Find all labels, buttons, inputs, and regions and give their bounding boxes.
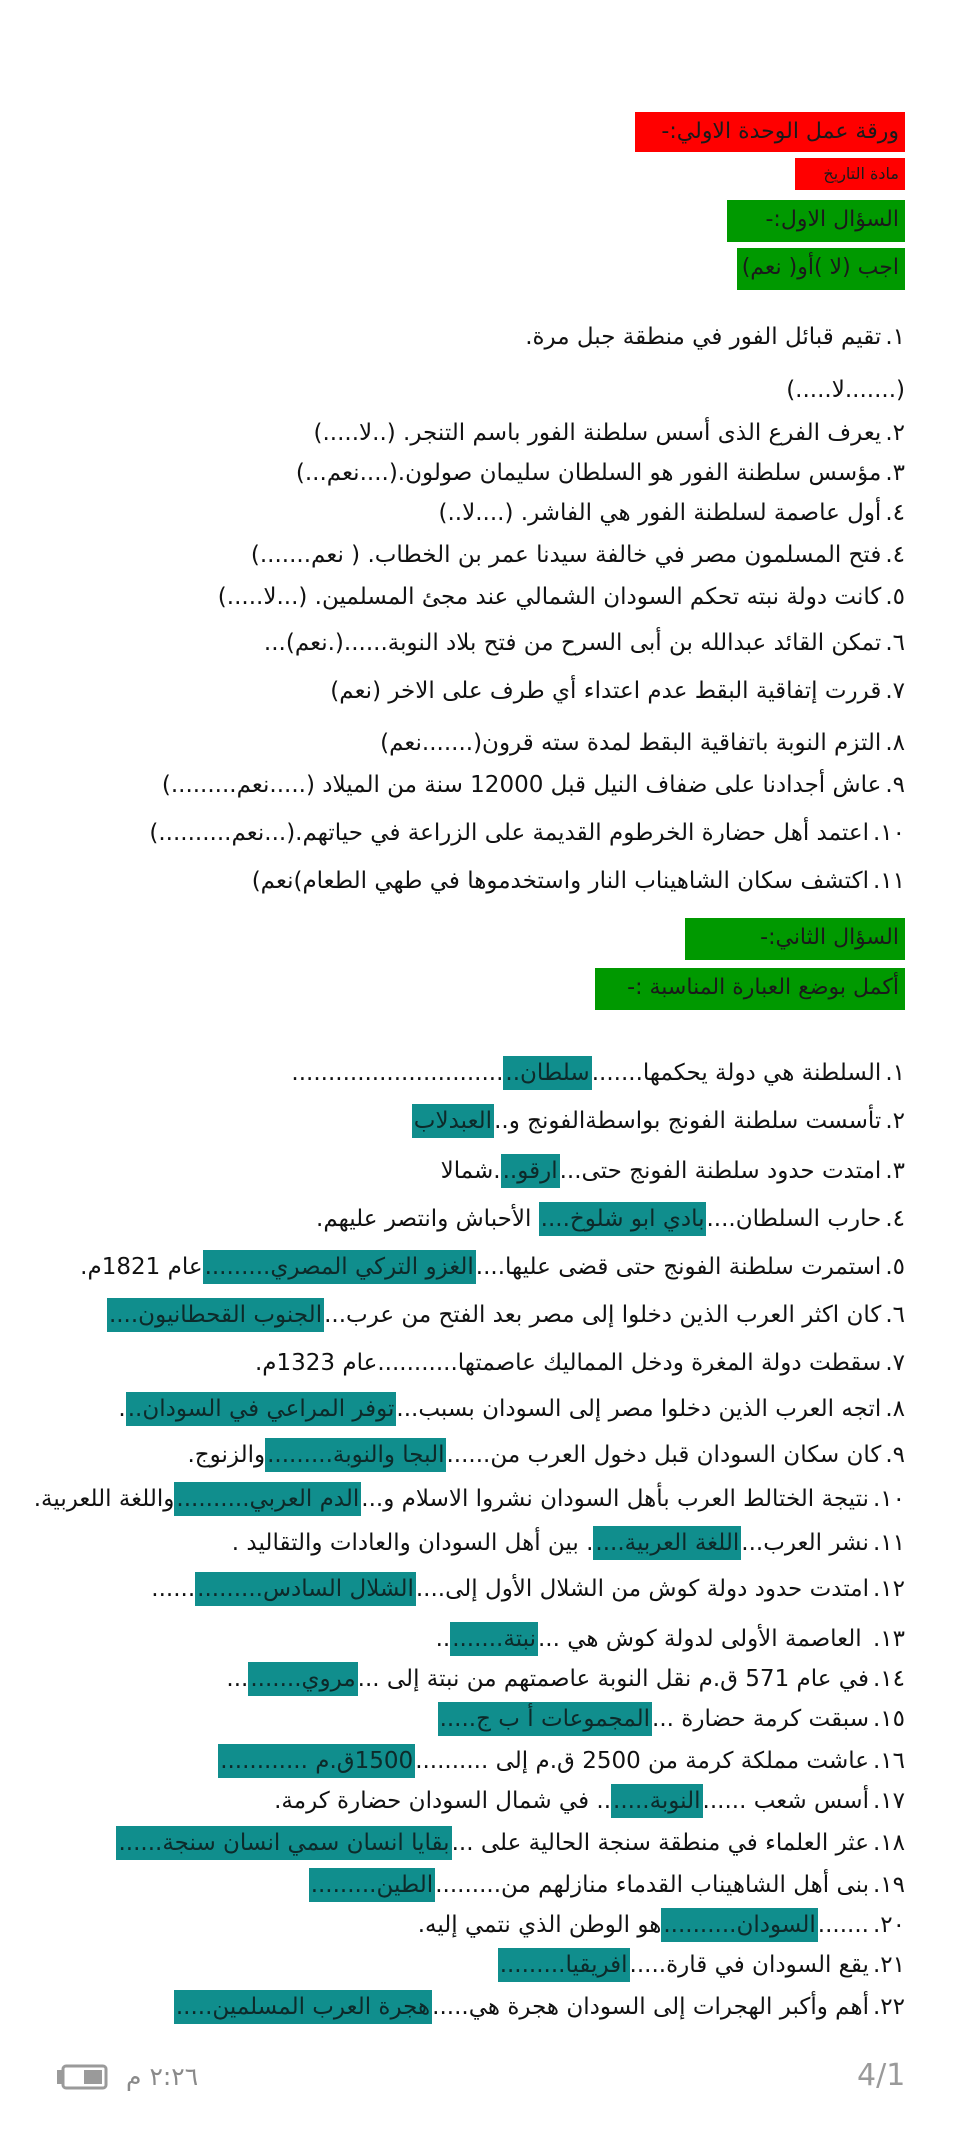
q1-item-text: قررت إتفاقية البقط عدم اعتداء أي طرف على الاخر (نعم) xyxy=(330,678,882,704)
q1-item xyxy=(25,676,905,706)
q2-item xyxy=(25,1950,905,1980)
q2-item-text-before: كان اكثر العرب الذين دخلوا إلى مصر بعد الفتح من عرب... xyxy=(324,1302,882,1328)
q2-item-number: ٦. xyxy=(885,1302,905,1328)
question-2-title: السؤال الثاني:- xyxy=(685,918,905,960)
q2-item-number: ٧. xyxy=(885,1350,905,1376)
q2-item-text-before: نتيجة الختالط العرب بأهل السودان نشروا الاسلام و... xyxy=(361,1486,869,1512)
q1-item-text: عاش أجدادنا على ضفاف النيل قبل 12000 سنة من الميلاد (.....نعم.........) xyxy=(161,772,882,798)
q1-item xyxy=(25,498,905,528)
q2-item-number: ١٢. xyxy=(872,1576,905,1602)
q2-item-answer: الطين......... xyxy=(309,1868,436,1902)
q2-item-text-before: في عام 571 ق.م نقل النوبة عاصمتهم من نبتة إلى ... xyxy=(357,1666,869,1692)
q1-item xyxy=(25,322,905,352)
q2-item xyxy=(25,1910,905,1940)
q2-item xyxy=(25,1106,905,1136)
q1-item xyxy=(25,818,905,848)
q2-item-number: ١٠. xyxy=(872,1486,905,1512)
q2-item xyxy=(25,1870,905,1900)
q2-item-text-after: واللغة اللعربية. xyxy=(33,1486,175,1512)
q1-item-number: ٩. xyxy=(885,772,905,798)
q2-item xyxy=(25,1058,905,1088)
q2-item-text-before: امتدت حدود دولة كوش من الشلال الأول إلى.... xyxy=(415,1576,869,1602)
q1-item-text: اعتمد أهل حضارة الخرطوم القديمة على الزراعة في حياتهم.(...نعم..........) xyxy=(149,820,869,846)
q2-item xyxy=(25,1204,905,1234)
q2-item-number: ١. xyxy=(885,1060,905,1086)
q2-item-text-before: أهم وأكبر الهجرات إلى السودان هجرة هي..... xyxy=(432,1994,869,2020)
q2-item xyxy=(25,1156,905,1186)
q2-item xyxy=(25,1394,905,1424)
q1-item xyxy=(25,375,905,405)
q2-item-answer: مروي....... xyxy=(248,1662,357,1696)
q2-item-text-before: اتجه العرب الذين دخلوا مصر إلى السودان بسبب... xyxy=(396,1396,882,1422)
q2-item xyxy=(25,1746,905,1776)
q1-item-text: التزم النوبة باتفاقية البقط لمدة سته قرون(.......نعم) xyxy=(380,730,882,756)
q1-item-text: تمكن القائد عبدالله بن أبى السرح من فتح بلاد النوبة......(.نعم)... xyxy=(263,630,882,656)
q1-item xyxy=(25,458,905,488)
q1-item-text: كانت دولة نبته تحكم السودان الشمالي عند مجئ المسلمين. (...لا.....) xyxy=(217,584,882,610)
q2-item xyxy=(25,1624,905,1654)
q2-item-number: ١٥. xyxy=(872,1706,905,1732)
q2-item-number: ١٤. xyxy=(872,1666,905,1692)
q1-item-text: فتح المسلمون مصر في خالفة سيدنا عمر بن الخطاب. ( نعم.......) xyxy=(250,542,882,568)
q2-item-number: ١٦. xyxy=(872,1748,905,1774)
battery-icon xyxy=(56,2064,108,2090)
q2-item-answer: بادي ابو شلوخ.... xyxy=(539,1202,707,1236)
q2-item xyxy=(25,1484,905,1514)
q1-item-number: ١. xyxy=(885,324,905,350)
q2-item-number: ٢. xyxy=(885,1108,905,1134)
q2-item-text-after: . بين أهل السودان والعادات والتقاليد . xyxy=(231,1530,594,1556)
q1-item-number: ٢. xyxy=(885,420,905,446)
q2-item-number: ٩. xyxy=(885,1442,905,1468)
q2-item-number: ١١. xyxy=(872,1530,905,1556)
q1-item xyxy=(25,418,905,448)
q2-item-number: ١٩. xyxy=(872,1872,905,1898)
q2-item-number: ٣. xyxy=(885,1158,905,1184)
q2-item-text-before: استمرت سلطنة الفونج حتى قضى عليها.... xyxy=(475,1254,882,1280)
q1-item xyxy=(25,628,905,658)
q1-item xyxy=(25,728,905,758)
q2-item xyxy=(25,1440,905,1470)
q2-item-answer: الغزو التركي المصري......... xyxy=(203,1250,476,1284)
q1-item-number: ٤. xyxy=(885,500,905,526)
page-indicator: 4/1 xyxy=(857,2058,906,2093)
q2-item-text-before: عثر العلماء في منطقة سنجة الحالية على ... xyxy=(451,1830,869,1856)
q2-item xyxy=(25,1704,905,1734)
question-1-instruction: اجب (لا )أو( نعم) xyxy=(737,248,905,290)
q1-item-number: ٤. xyxy=(885,542,905,568)
q2-item xyxy=(25,1786,905,1816)
q1-item-text: (.......لا.....) xyxy=(786,377,905,403)
q2-item xyxy=(25,1300,905,1330)
q1-item-number: ٣. xyxy=(885,460,905,486)
q2-item-number: ١٣. xyxy=(872,1626,905,1652)
q1-item-number: ٨. xyxy=(885,730,905,756)
q2-item-text-after: الأحباش وانتصر عليهم. xyxy=(316,1206,539,1232)
q2-item-text-after: .شمالا xyxy=(440,1158,501,1184)
q2-item-number: ١٧. xyxy=(872,1788,905,1814)
q2-item-text-before: السلطنة هي دولة يحكمها....... xyxy=(591,1060,882,1086)
q2-item xyxy=(25,1664,905,1694)
q2-item-number: ٤. xyxy=(885,1206,905,1232)
q2-item-answer: بقايا انسان سمي انسان سنجة...... xyxy=(116,1826,451,1860)
q2-item-text-before: يقع السودان في قارة..... xyxy=(629,1952,869,1978)
q2-item-answer: الجنوب القحطانيون.... xyxy=(107,1298,324,1332)
q2-item-answer: العبدلاب xyxy=(412,1104,494,1138)
q2-item-text-before: سبقت كرمة حضارة ... xyxy=(652,1706,869,1732)
q2-item-answer: اللغة العربية.... xyxy=(593,1526,741,1560)
q2-item-text-before: بنى أهل الشاهيناب القدماء منازلهم من......... xyxy=(435,1872,869,1898)
q2-item-text-after: .. في شمال السودان حضارة كرمة. xyxy=(274,1788,612,1814)
q2-item xyxy=(25,1348,905,1378)
q2-item-text-after: ..عام 1323م. xyxy=(254,1350,392,1376)
q1-item-text: مؤسس سلطنة الفور هو السلطان سليمان صولون.(....نعم...) xyxy=(295,460,882,486)
q1-item xyxy=(25,582,905,612)
q2-item-number: ٢٠. xyxy=(872,1912,905,1938)
q2-item-number: ٥. xyxy=(885,1254,905,1280)
worksheet-title: ورقة عمل الوحدة الاولي:- xyxy=(635,112,905,152)
q1-item xyxy=(25,866,905,896)
q2-item-text-before: امتدت حدود سلطنة الفونج حتى... xyxy=(559,1158,882,1184)
question-1-title: السؤال الاول:- xyxy=(727,200,905,242)
q2-item-answer: البجا والنوبة......... xyxy=(265,1438,446,1472)
q2-item-answer: 1500ق.م ............ xyxy=(218,1744,415,1778)
q2-item-answer: المجموعات أ ب ج..... xyxy=(438,1702,652,1736)
q1-item-number: ٥. xyxy=(885,584,905,610)
q2-item-text-before: العاصمة الأولى لدولة كوش هي ... xyxy=(537,1626,869,1652)
q2-item-text-before: كان سكان السودان قبل دخول العرب من...... xyxy=(446,1442,882,1468)
q1-item-text: تقيم قبائل الفور في منطقة جبل مرة. xyxy=(525,324,882,350)
question-2-instruction: أكمل بوضع العبارة المناسبة :- xyxy=(595,968,905,1010)
q2-item-answer: ارقو.. xyxy=(501,1154,560,1188)
q2-item-text-before: حارب السلطان.... xyxy=(706,1206,882,1232)
q2-item-text-before: سقطت دولة المغرة ودخل المماليك عاصمتها......... xyxy=(391,1350,882,1376)
q1-item-number: ٧. xyxy=(885,678,905,704)
q2-item-answer: الشلال السادس......... xyxy=(195,1572,416,1606)
q2-item-text-after: عام 1821م. xyxy=(80,1254,203,1280)
q2-item-number: ١٨. xyxy=(872,1830,905,1856)
q2-item xyxy=(25,1574,905,1604)
q2-item-number: ٢٢. xyxy=(872,1994,905,2020)
q2-item xyxy=(25,1828,905,1858)
q1-item-number: ١٠. xyxy=(872,820,905,846)
q2-item xyxy=(25,1252,905,1282)
q2-item-text-before: نشر العرب... xyxy=(741,1530,869,1556)
q2-item-answer: افريقيا......... xyxy=(498,1948,630,1982)
q1-item xyxy=(25,770,905,800)
q1-item-text: أول عاصمة لسلطنة الفور هي الفاشر. (....لا..) xyxy=(438,500,882,526)
q2-item-answer: الدم العربي.......... xyxy=(174,1482,361,1516)
q2-item-answer: النوبة..... xyxy=(611,1784,703,1818)
q2-item-text-before: ....... xyxy=(817,1912,869,1938)
q2-item-text-before: عاشت مملكة كرمة من 2500 ق.م إلى .......... xyxy=(415,1748,869,1774)
q2-item-text-after: . xyxy=(118,1396,126,1422)
q2-item-answer: السودان.......... xyxy=(661,1908,817,1942)
q2-item-answer: توفر المراعي في السودان.. xyxy=(126,1392,397,1426)
q2-item-answer: نبتة....... xyxy=(450,1622,538,1656)
q2-item-text-before: أسس شعب ...... xyxy=(702,1788,869,1814)
q1-item-text: يعرف الفرع الذى أسس سلطنة الفور باسم التنجر. (..لا.....) xyxy=(313,420,882,446)
q2-item-text-after: ...... xyxy=(151,1576,196,1602)
q2-item-text-after: هو الوطن الذي نتمي إليه. xyxy=(417,1912,662,1938)
q2-item xyxy=(25,1528,905,1558)
q2-item-answer: سلطان.. xyxy=(503,1056,591,1090)
q2-item-answer: هجرة العرب المسلمين..... xyxy=(174,1990,432,2024)
q2-item-text-after: والزنوج. xyxy=(187,1442,266,1468)
q2-item-text-after: .. xyxy=(435,1626,451,1652)
q1-item-number: ١١. xyxy=(872,868,905,894)
q2-item-text-before: تأسست سلطنة الفونج بواسطةالفونج و.. xyxy=(494,1108,882,1134)
clock-time: ٢:٢٦ م xyxy=(126,2062,199,2091)
q1-item-number: ٦. xyxy=(885,630,905,656)
q1-item-text: اكتشف سكان الشاهيناب النار واستخدموها في طهي الطعام)نعم) xyxy=(251,868,869,894)
q2-item-text-after: ... xyxy=(226,1666,249,1692)
q2-item-text-after: ............................. xyxy=(291,1060,504,1086)
q2-item-number: ٢١. xyxy=(872,1952,905,1978)
subject-label: مادة التاريخ xyxy=(795,158,905,190)
q2-item xyxy=(25,1992,905,2022)
q1-item xyxy=(25,540,905,570)
q2-item-number: ٨. xyxy=(885,1396,905,1422)
